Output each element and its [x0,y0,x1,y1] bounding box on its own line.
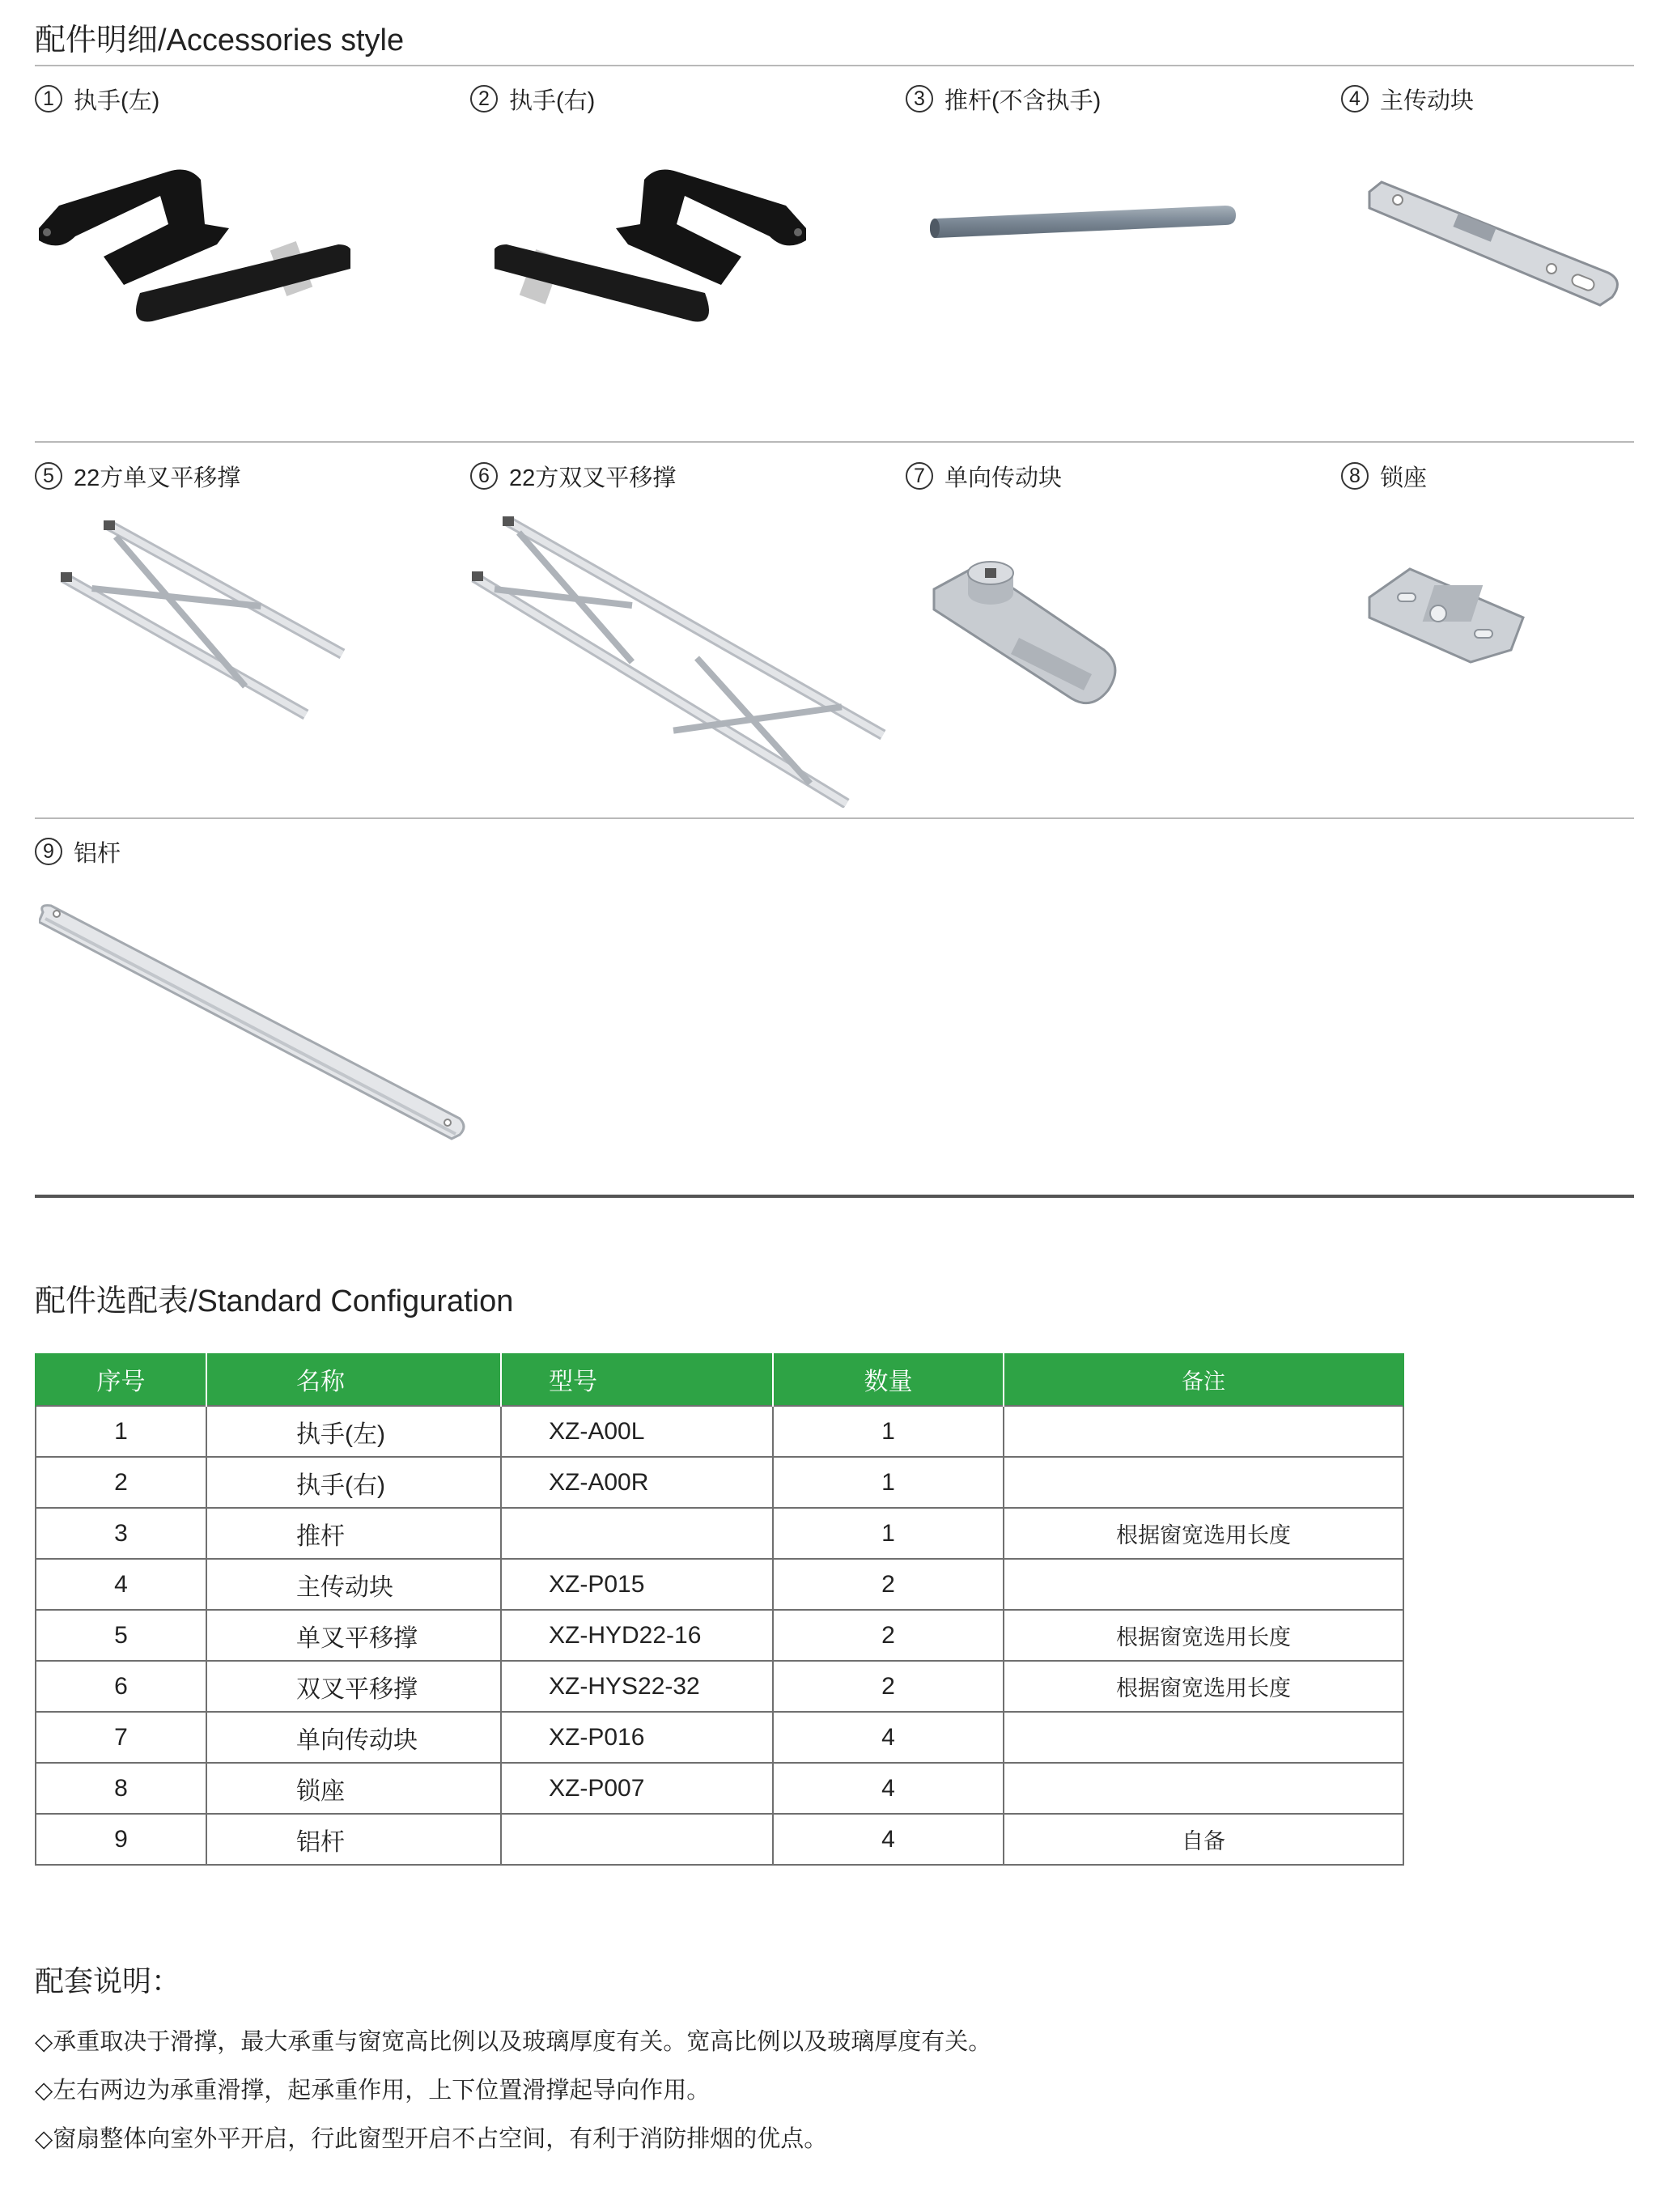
item-label: 单向传动块 [944,465,1063,491]
item-label: 主传动块 [1380,87,1475,114]
cell-model: XZ-HYS22-32 [501,1661,773,1712]
cell-no: 5 [36,1610,206,1661]
item-label: 锁座 [1380,465,1428,491]
cell-qty: 1 [773,1508,1004,1559]
table-row [36,1406,1403,1457]
cell-note [1004,1763,1403,1814]
cell-no: 4 [36,1559,206,1610]
table-row [36,1457,1403,1508]
cell-model: XZ-HYD22-16 [501,1610,773,1661]
aluminum-bar-icon [39,904,468,1147]
accessory-item-7 [906,460,1310,783]
cell-name: 主传动块 [206,1559,501,1610]
accessory-item-3 [906,83,1310,406]
cell-no: 8 [36,1763,206,1814]
config-table [35,1353,1404,1866]
divider [35,65,1634,66]
divider [35,441,1634,443]
cell-note: 根据窗宽选用长度 [1004,1661,1403,1712]
item-label: 22方单叉平移撑 [74,465,241,491]
single-fork-stay-icon [59,520,350,731]
accessory-item-6 [470,460,875,783]
item-label: 执手(左) [74,87,160,114]
item-label: 执手(右) [509,87,596,114]
header-qty: 数量 [773,1353,1004,1406]
handle-right-icon [495,147,818,325]
note-item-1: ◇承重取决于滑撑，最大承重与窗宽高比例以及玻璃厚度有关。宽高比例以及玻璃厚度有关。 [35,2029,992,2055]
table-row [36,1763,1403,1814]
cell-model: XZ-P007 [501,1763,773,1814]
header-note: 备注 [1004,1353,1403,1406]
item-label: 22方双叉平移撑 [509,465,677,491]
item-label: 推杆(不含执手) [944,87,1102,114]
config-title: 配件选配表/Standard Configuration [35,1284,514,1318]
note-item-3: ◇窗扇整体向室外平开启，行此窗型开启不占空间，有利于消防排烟的优点。 [35,2126,828,2152]
cell-qty: 4 [773,1814,1004,1865]
accessory-item-4 [1341,83,1664,406]
item-number-badge: 4 [1341,85,1369,113]
cell-qty: 2 [773,1661,1004,1712]
cell-no: 6 [36,1661,206,1712]
main-transmission-block-icon [1365,176,1624,313]
cell-name: 铝杆 [206,1814,501,1865]
cell-model: XZ-P015 [501,1559,773,1610]
note-item-2: ◇左右两边为承重滑撑，起承重作用，上下位置滑撑起导向作用。 [35,2078,711,2104]
cell-note [1004,1406,1403,1457]
item-number-badge: 8 [1341,462,1369,490]
cell-model [501,1814,773,1865]
cell-no: 1 [36,1406,206,1457]
notes-title: 配套说明： [35,1964,181,1998]
item-number-badge: 5 [35,462,62,490]
one-way-transmission-block-icon [930,561,1124,715]
item-number-badge: 6 [470,462,498,490]
divider [35,817,1634,819]
accessory-item-1 [35,83,439,406]
push-rod-icon [930,188,1270,253]
table-row [36,1814,1403,1865]
table-row [36,1559,1403,1610]
cell-name: 单向传动块 [206,1712,501,1763]
cell-name: 执手(左) [206,1406,501,1457]
cell-no: 3 [36,1508,206,1559]
cell-model: XZ-P016 [501,1712,773,1763]
cell-note: 根据窗宽选用长度 [1004,1508,1403,1559]
divider [35,1195,1634,1198]
header-name: 名称 [206,1353,501,1406]
cell-name: 执手(右) [206,1457,501,1508]
accessories-title: 配件明细/Accessories style [35,23,405,57]
header-model: 型号 [501,1353,773,1406]
item-label: 铝杆 [74,840,121,867]
header-no: 序号 [36,1353,206,1406]
cell-no: 9 [36,1814,206,1865]
cell-note [1004,1712,1403,1763]
accessory-item-5 [35,460,439,783]
cell-no: 7 [36,1712,206,1763]
cell-name: 推杆 [206,1508,501,1559]
cell-note [1004,1559,1403,1610]
item-number-badge: 1 [35,85,62,113]
lock-seat-icon [1365,561,1527,666]
cell-note [1004,1457,1403,1508]
item-number-badge: 9 [35,838,62,865]
item-number-badge: 3 [906,85,933,113]
table-row [36,1712,1403,1763]
cell-model: XZ-A00R [501,1457,773,1508]
table-row [36,1610,1403,1661]
cell-qty: 2 [773,1559,1004,1610]
handle-left-icon [27,147,350,325]
cell-name: 双叉平移撑 [206,1661,501,1712]
cell-no: 2 [36,1457,206,1508]
cell-note: 根据窗宽选用长度 [1004,1610,1403,1661]
cell-qty: 4 [773,1763,1004,1814]
cell-model: XZ-A00L [501,1406,773,1457]
accessory-item-8 [1341,460,1664,783]
cell-qty: 1 [773,1406,1004,1457]
cell-name: 单叉平移撑 [206,1610,501,1661]
cell-name: 锁座 [206,1763,501,1814]
cell-model [501,1508,773,1559]
table-row [36,1661,1403,1712]
cell-note: 自备 [1004,1814,1403,1865]
cell-qty: 1 [773,1457,1004,1508]
accessory-item-2 [470,83,875,406]
item-number-badge: 2 [470,85,498,113]
table-row [36,1508,1403,1559]
double-fork-stay-icon [470,516,891,808]
cell-qty: 2 [773,1610,1004,1661]
cell-qty: 4 [773,1712,1004,1763]
item-number-badge: 7 [906,462,933,490]
accessory-item-9 [35,835,601,1159]
table-header-row [36,1353,1403,1406]
